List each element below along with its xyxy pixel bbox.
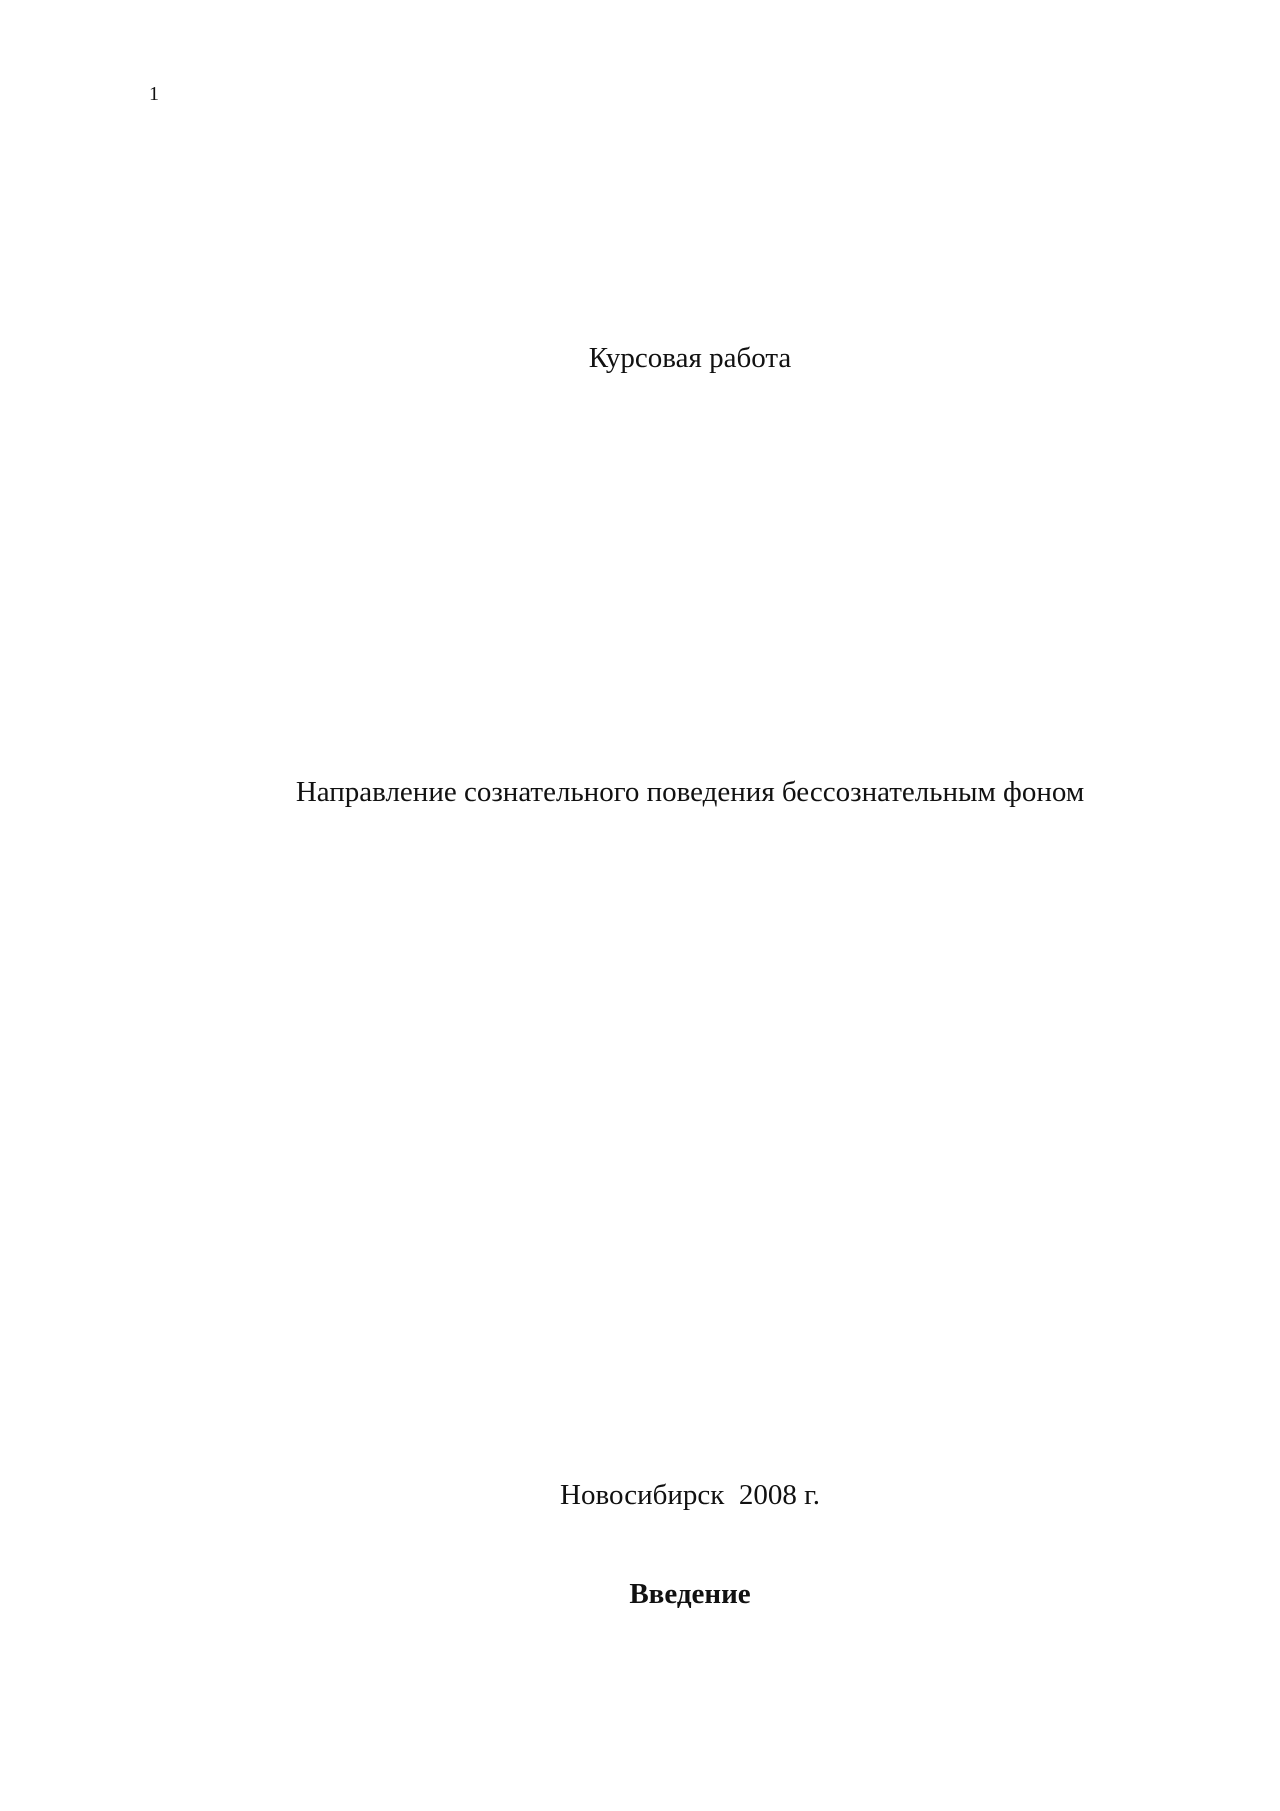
place-and-year: Новосибирск 2008 г. bbox=[560, 1479, 820, 1511]
document-type: Курсовая работа bbox=[588, 342, 792, 374]
document-title: Направление сознательного поведения бессознательным фоном bbox=[295, 776, 1085, 808]
page-number: 1 bbox=[149, 83, 159, 105]
section-heading: Введение bbox=[629, 1578, 751, 1610]
